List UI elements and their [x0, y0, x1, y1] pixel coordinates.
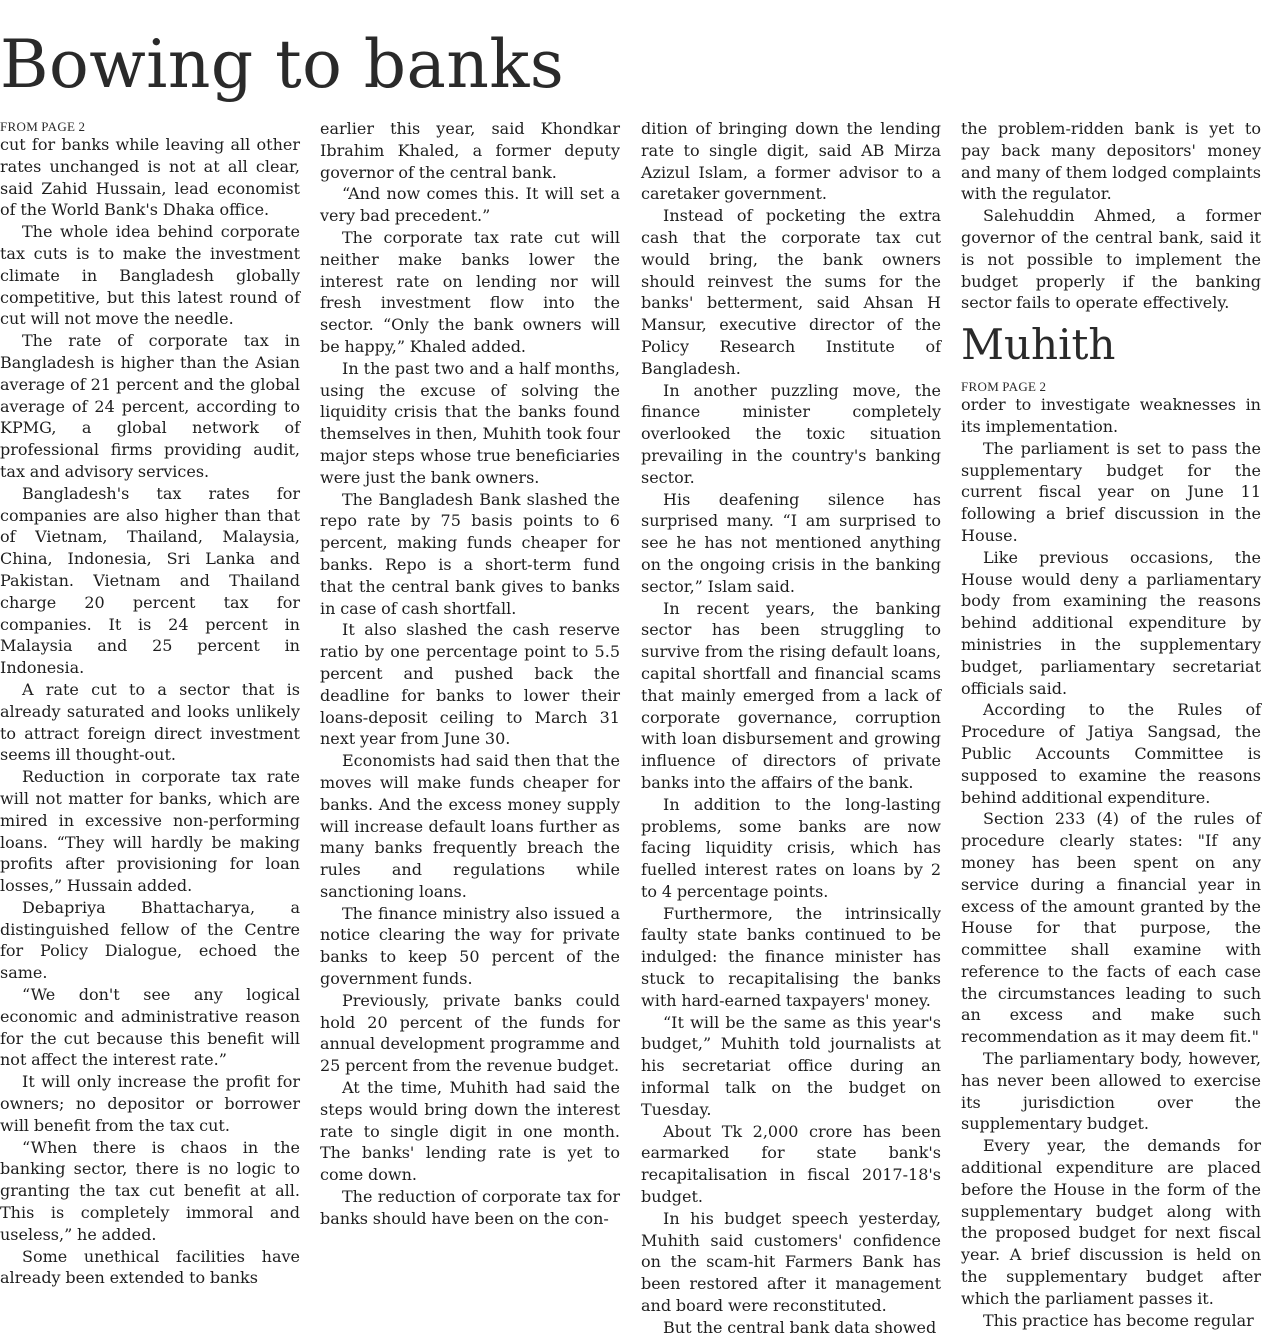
paragraph: But the central bank data showed	[663, 1317, 937, 1337]
paragraph: the problem-ridden bank is yet to pay back many depositors' money and many of them lodged complaints with the regulator.	[961, 119, 1261, 204]
paragraph: About Tk 2,000 crore has been earmarked for state bank's recapitalisation in fiscal 2017-18's budget.	[641, 1121, 941, 1207]
paragraph: “It will be the same as this year's budget,” Muhith told journalists at his secretariat office during an informal talk on the budget on Tuesday.	[641, 1012, 941, 1119]
paragraph: In the past two and a half months, using the excuse of solving the liquidity crisis that the banks found themselves in then, Muhith took four major steps whose true beneficiaries were just the bank owners.	[320, 358, 620, 487]
paragraph: “And now comes this. It will set a very bad precedent.”	[320, 184, 620, 226]
paragraph: earlier this year, said Khondkar Ibrahim Khaled, a former deputy governor of the central bank.	[320, 119, 620, 182]
paragraph: dition of bringing down the lending rate to single digit, said AB Mirza Azizul Islam, a former advisor to a caretaker government.	[641, 119, 941, 204]
paragraph: In addition to the long-lasting problems, some banks are now facing liquidity crisis, which has fuelled interest rates on loans by 2 to 4 percentage points.	[641, 794, 941, 901]
paragraph: At the time, Muhith had said the steps would bring down the interest rate to single digit in one month. The banks' lending rate is yet to come down.	[320, 1078, 620, 1185]
article-column-3	[641, 118, 941, 1337]
paragraph: His deafening silence has surprised many. “I am surprised to see he has not mentioned anything on the ongoing crisis in the banking sector,” Islam said.	[641, 489, 941, 596]
article-column-2	[320, 118, 620, 1247]
paragraph: The parliament is set to pass the supplementary budget for the current fiscal year on June 11 following a brief discussion in the House.	[961, 438, 1261, 545]
paragraph: The Bangladesh Bank slashed the repo rate by 75 basis points to 6 percent, making funds cheaper for banks. Repo is a short-term fund that the central bank gives to banks in case of cash shortfall.	[320, 489, 620, 618]
paragraph: In another puzzling move, the finance minister completely overlooked the toxic situation prevailing in the country's banking sector.	[641, 380, 941, 487]
paragraph: Previously, private banks could hold 20 percent of the funds for annual development programme and 25 percent from the revenue budget.	[320, 990, 620, 1076]
paragraph: “When there is chaos in the banking sector, there is no logic to granting the tax cut benefit at all. This is completely immoral and useless,” he added.	[0, 1137, 300, 1244]
jump-label: FROM PAGE 2	[961, 379, 1047, 395]
jump-label: FROM PAGE 2	[0, 119, 86, 134]
paragraph: Debapriya Bhattacharya, a distinguished fellow of the Centre for Policy Dialogue, echoed the same.	[0, 897, 300, 983]
paragraph: This practice has become regular	[983, 1310, 1254, 1330]
paragraph: The rate of corporate tax in Bangladesh is higher than the Asian average of 21 percent and the global average of 24 percent, according to KPMG, a global network of professional firms providing audit, tax and advisory services.	[0, 331, 300, 481]
headline: Bowing to banks	[0, 26, 565, 103]
subheadline: Muhith	[961, 320, 1116, 370]
paragraph: The corporate tax rate cut will neither make banks lower the interest rate on lending nor will fresh investment flow into the sector. “Only the bank owners will be happy,” Khaled added.	[320, 227, 620, 356]
paragraph: The finance ministry also issued a notice clearing the way for private banks to keep 50 percent of the government funds.	[320, 903, 620, 989]
paragraph: Some unethical facilities have already been extended to banks	[0, 1246, 300, 1288]
paragraph: A rate cut to a sector that is already saturated and looks unlikely to attract foreign direct investment seems ill thought-out.	[0, 679, 300, 765]
paragraph: Every year, the demands for additional expenditure are placed before the House in the form of the supplementary budget along with the proposed budget for next fiscal year. A brief discussion is held on the supplementary budget after which the parliament passes it.	[961, 1136, 1261, 1308]
paragraph: “We don't see any logical economic and administrative reason for the cut because this benefit will not affect the interest rate.”	[0, 985, 300, 1070]
article-column-1	[0, 118, 300, 1288]
paragraph: Salehuddin Ahmed, a former governor of the central bank, said it is not possible to implement the budget properly if the banking sector fails to operate effectively.	[961, 206, 1261, 313]
paragraph: Furthermore, the intrinsically faulty state banks continued to be indulged: the finance minister has stuck to recapitalising the banks with hard-earned taxpayers' money.	[641, 903, 941, 1010]
paragraph: Bangladesh's tax rates for companies are also higher than that of Vietnam, Thailand, Malaysia, China, Indonesia, Sri Lanka and Pakistan. Vietnam and Thailand charge 20 percent tax for companies. It is 24 percent in Malaysia and 25 percent in Indonesia.	[0, 483, 300, 678]
paragraph: It also slashed the cash reserve ratio by one percentage point to 5.5 percent and pushed back the deadline for banks to lower their loans-deposit ceiling to March 31 next year from June 30.	[320, 620, 620, 749]
paragraph: The reduction of corporate tax for banks should have been on the con-	[320, 1187, 620, 1228]
paragraph: In his budget speech yesterday, Muhith said customers' confidence on the scam-hit Farmers Bank has been restored after it management and board were reconstituted.	[641, 1208, 941, 1316]
paragraph: According to the Rules of Procedure of Jatiya Sangsad, the Public Accounts Committee is supposed to examine the reasons behind additional expenditure.	[961, 700, 1261, 807]
paragraph: It will only increase the profit for owners; no depositor or borrower will benefit from the tax cut.	[0, 1072, 300, 1135]
article-column-4	[961, 118, 1261, 1330]
paragraph: Instead of pocketing the extra cash that the corporate tax cut would bring, the bank owners should reinvest the sums for the banks' betterment, said Ahsan H Mansur, executive director of the Policy Research Institute of Bangladesh.	[641, 206, 941, 378]
paragraph: cut for banks while leaving all other rates unchanged is not at all clear, said Zahid Hussain, lead economist of the World Bank's Dhaka office.	[0, 135, 300, 220]
paragraph: The parliamentary body, however, has never been allowed to exercise its jurisdiction over the supplementary budget.	[961, 1049, 1261, 1134]
paragraph: In recent years, the banking sector has been struggling to survive from the rising default loans, capital shortfall and financial scams that mainly emerged from a lack of corporate governance, corruption with loan disbursement and growing influence of directors of private banks into the affairs of the bank.	[641, 598, 941, 792]
paragraph: order to investigate weaknesses in its implementation.	[961, 395, 1261, 436]
paragraph: The whole idea behind corporate tax cuts is to make the investment climate in Bangladesh globally competitive, but this latest round of cut will not move the needle.	[0, 222, 300, 329]
paragraph: Economists had said then that the moves will make funds cheaper for banks. And the excess money supply will increase default loans further as many banks frequently breach the rules and regulations while sanctioning loans.	[320, 751, 620, 901]
paragraph: Like previous occasions, the House would deny a parliamentary body from examining the reasons behind additional expenditure by ministries in the supplementary budget, parliamentary secretariat officials said.	[961, 547, 1261, 698]
paragraph: Reduction in corporate tax rate will not matter for banks, which are mired in excessive non-performing loans. “They will hardly be making profits after provisioning for loan losses,” Hussain added.	[0, 767, 300, 896]
paragraph: Section 233 (4) of the rules of procedure clearly states: "If any money has been spent on any service during a financial year in excess of the amount granted by the House for that purpose, the committee shall examine with reference to the facts of each case the circumstances leading to such an excess and make such recommendation as it may deem fit."	[961, 809, 1261, 1047]
